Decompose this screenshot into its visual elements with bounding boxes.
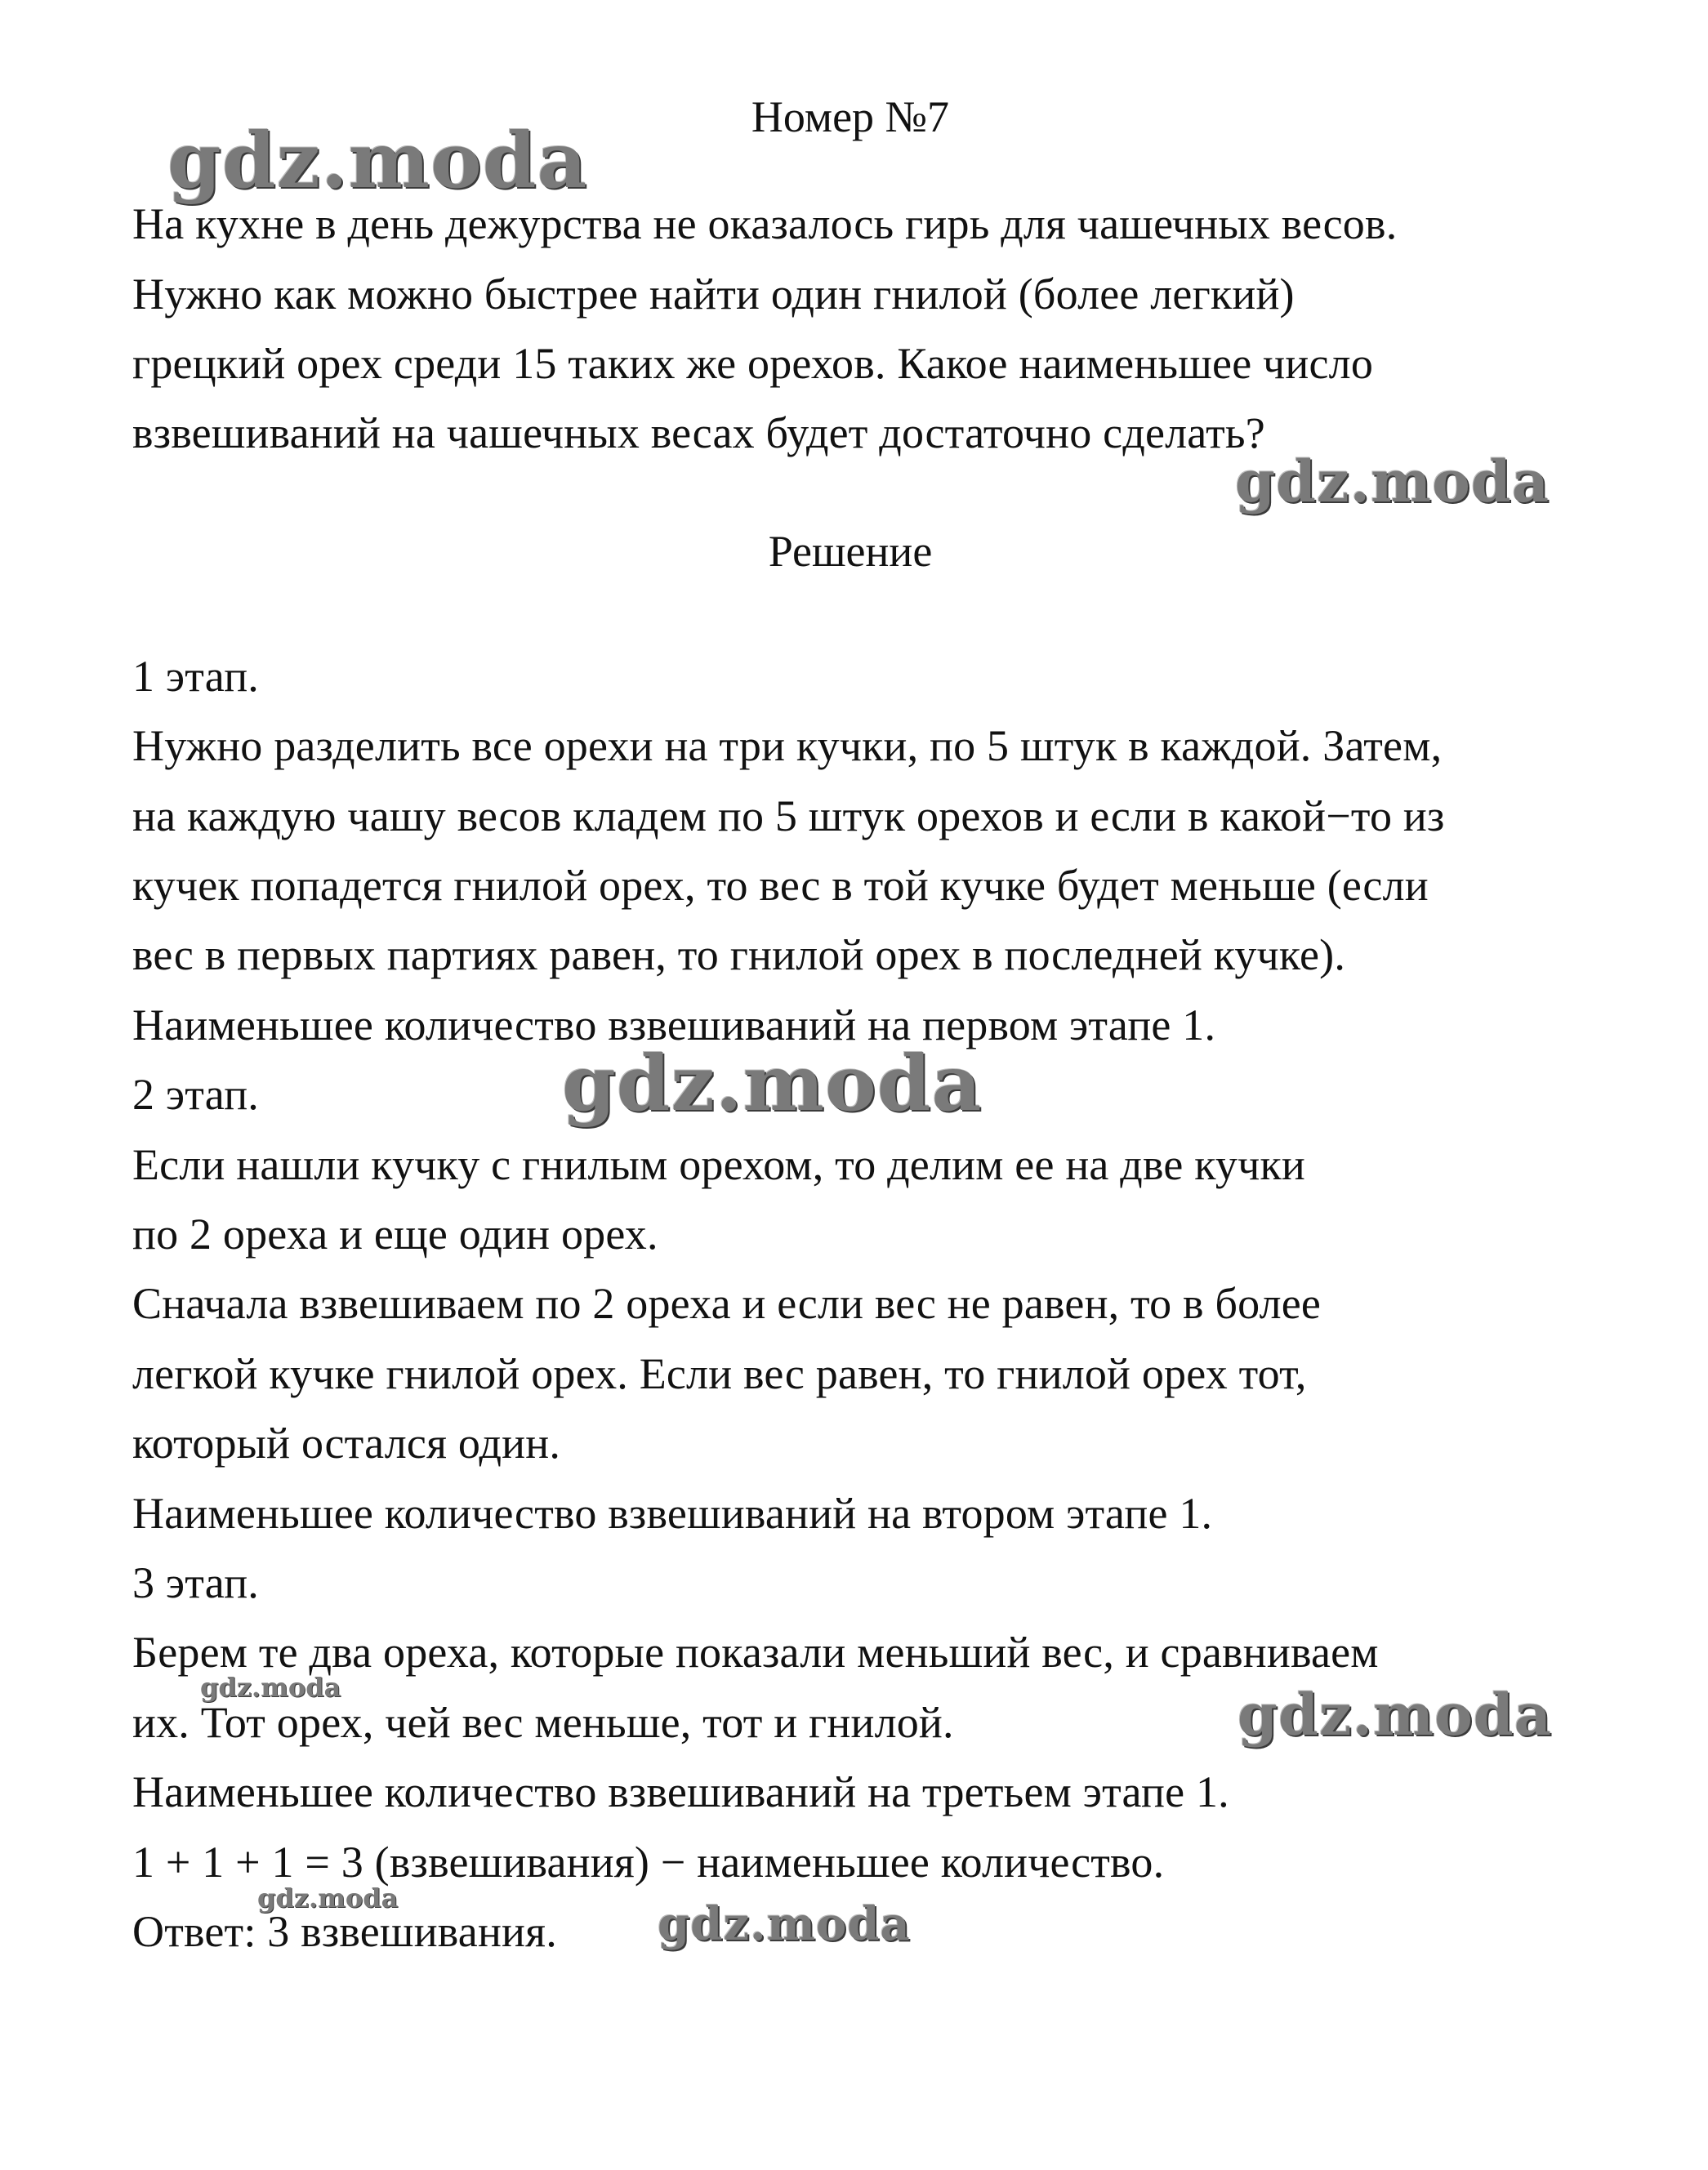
problem-line: На кухне в день дежурства не оказалось гирь для чашечных весов. [132,199,1398,248]
watermark: gdz.moda [658,1897,911,1951]
solution-line: который остался один. [132,1419,561,1468]
solution-line: на каждую чашу весов кладем по 5 штук орехов и если в какой−то из [132,791,1445,840]
solution-line: Нужно разделить все орехи на три кучки, по 5 штук в каждой. Затем, [132,721,1443,770]
page-title: Номер №7 [751,92,950,141]
solution-line: Ответ: 3 взвешивания. [132,1907,557,1956]
problem-line: взвешиваний на чашечных весах будет достаточно сделать? [132,408,1265,457]
solution-line: их. Тот орех, чей вес меньше, тот и гнилой. [132,1698,954,1747]
watermark: gdz.moda [1235,448,1550,515]
watermark: gdz.moda [200,1672,341,1703]
solution-line: Если нашли кучку с гнилым орехом, то делим ее на две кучки [132,1140,1305,1189]
solution-line: Наименьшее количество взвешиваний на третьем этапе 1. [132,1767,1229,1816]
solution-line: кучек попадется гнилой орех, то вес в той кучке будет меньше (если [132,861,1429,910]
solution-line: 1 + 1 + 1 = 3 (взвешивания) − наименьшее количество. [132,1838,1165,1887]
watermark: gdz.moda [1238,1681,1553,1749]
solution-heading: Решение [768,527,933,576]
watermark: gdz.moda [257,1883,399,1914]
watermark: gdz.moda [167,116,588,206]
watermark: gdz.moda [562,1039,983,1129]
solution-line: Наименьшее количество взвешиваний на втором этапе 1. [132,1489,1213,1538]
solution-line: легкой кучке гнилой орех. Если вес равен, то гнилой орех тот, [132,1349,1307,1398]
solution-line: Берем те два ореха, которые показали меньший вес, и сравниваем [132,1628,1379,1677]
solution-line: Сначала взвешиваем по 2 ореха и если вес не равен, то в более [132,1279,1322,1328]
problem-line: грецкий орех среди 15 таких же орехов. Какое наименьшее число [132,339,1374,388]
solution-line: 1 этап. [132,652,259,701]
solution-line: по 2 ореха и еще один орех. [132,1210,658,1259]
solution-line: Наименьшее количество взвешиваний на первом этапе 1. [132,1000,1216,1049]
problem-line: Нужно как можно быстрее найти один гнилой (более легкий) [132,270,1295,319]
solution-line: вес в первых партиях равен, то гнилой орех в последней кучке). [132,930,1346,979]
solution-line: 3 этап. [132,1558,259,1607]
solution-line: 2 этап. [132,1070,259,1119]
